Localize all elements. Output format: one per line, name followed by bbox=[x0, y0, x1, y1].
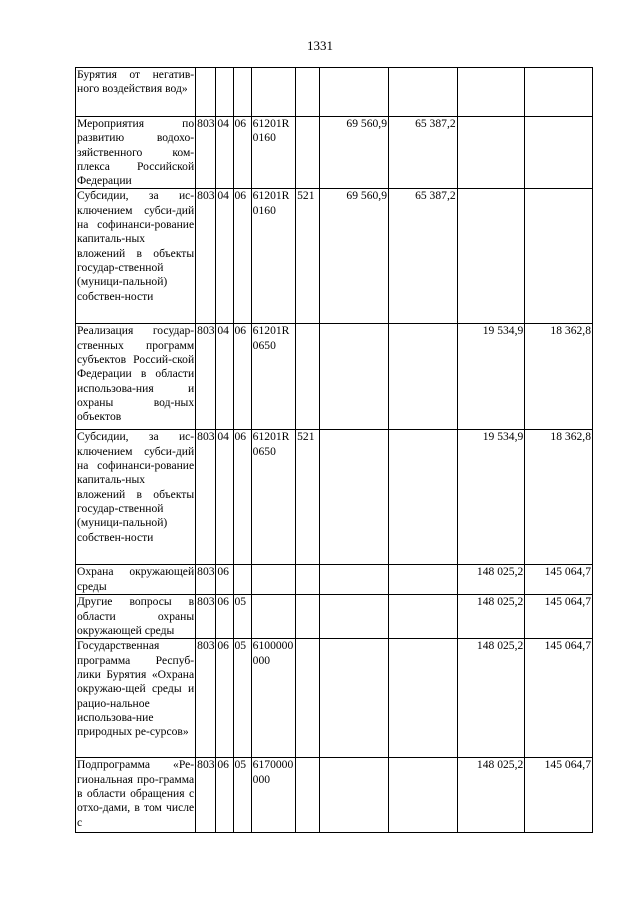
row-expense-type bbox=[296, 595, 320, 639]
row-section: 04 bbox=[216, 117, 233, 189]
row-amount-2 bbox=[388, 324, 457, 430]
row-name: Другие вопросы в области охраны окружающей среды bbox=[77, 595, 195, 638]
row-section: 04 bbox=[216, 430, 233, 565]
row-section: 04 bbox=[216, 189, 233, 324]
row-name: Государственная программа Респуб-лики Бурятия «Охрана окружаю-щей среды и рацио-нальное использова-ние природных ре-сурсов» bbox=[76, 639, 196, 758]
row-amount-1 bbox=[320, 68, 389, 117]
row-amount-1 bbox=[320, 595, 389, 639]
table-row bbox=[76, 758, 593, 833]
row-amount-4: 145 064,7 bbox=[525, 639, 593, 758]
row-amount-2: 65 387,2 bbox=[388, 189, 457, 324]
table-row bbox=[76, 68, 593, 117]
row-amount-2: 65 387,2 bbox=[388, 117, 457, 189]
row-target-article: 61201R0650 bbox=[251, 430, 295, 565]
row-section bbox=[216, 68, 233, 117]
row-subsection: 06 bbox=[233, 430, 251, 565]
row-target-article bbox=[251, 595, 295, 639]
row-amount-1 bbox=[320, 324, 389, 430]
row-name: Субсидии, за ис-ключением субси-дий на софинанси-рование капиталь-ных вложений в объекты государ-ственной (муници-пальной) собствен-ности bbox=[76, 430, 196, 565]
row-subsection: 06 bbox=[233, 324, 251, 430]
row-name: Реализация государ-ственных программ субъектов Россий-ской Федерации в области использова-ния и охраны вод-ных объектов bbox=[76, 324, 196, 430]
row-expense-type bbox=[296, 117, 320, 189]
row-expense-type bbox=[296, 758, 320, 833]
row-section: 06 bbox=[216, 565, 233, 595]
row-ved: 803 bbox=[196, 430, 216, 565]
row-amount-4: 18 362,8 bbox=[525, 430, 593, 565]
row-amount-4: 145 064,7 bbox=[525, 565, 593, 595]
row-amount-3: 19 534,9 bbox=[457, 430, 525, 565]
row-name: Субсидии, за ис-ключением субси-дий на софинанси-рование капиталь-ных вложений в объекты государ-ственной (муници-пальной) собствен-ности bbox=[76, 189, 196, 324]
row-expense-type: 521 bbox=[296, 189, 320, 324]
row-amount-4: 18 362,8 bbox=[525, 324, 593, 430]
row-name: Бурятия от негатив-ного воздействия вод» bbox=[76, 68, 196, 117]
page-number: 1331 bbox=[307, 38, 333, 53]
row-amount-1: 69 560,9 bbox=[320, 117, 389, 189]
table-row bbox=[76, 324, 593, 430]
row-amount-3 bbox=[457, 189, 525, 324]
row-expense-type bbox=[296, 565, 320, 595]
row-target-article: 61201R0160 bbox=[251, 189, 295, 324]
row-ved: 803 bbox=[196, 595, 216, 639]
row-amount-3: 148 025,2 bbox=[457, 758, 525, 833]
row-expense-type bbox=[296, 68, 320, 117]
row-amount-3: 148 025,2 bbox=[457, 565, 525, 595]
row-ved: 803 bbox=[196, 565, 216, 595]
row-amount-1 bbox=[320, 565, 389, 595]
row-expense-type bbox=[296, 639, 320, 758]
table-row bbox=[76, 565, 593, 595]
row-amount-2 bbox=[388, 758, 457, 833]
row-subsection: 06 bbox=[233, 117, 251, 189]
row-name: Охрана окружающей среды bbox=[76, 565, 196, 595]
row-target-article bbox=[251, 68, 295, 117]
row-ved: 803 bbox=[196, 324, 216, 430]
table-row bbox=[76, 639, 593, 758]
row-amount-3: 148 025,2 bbox=[457, 639, 525, 758]
row-subsection bbox=[233, 565, 251, 595]
row-section: 06 bbox=[216, 595, 233, 639]
row-expense-type bbox=[296, 324, 320, 430]
row-section: 06 bbox=[216, 758, 233, 833]
row-name: Мероприятия по развитию водохо-зяйственного ком-плекса Российской Федерации bbox=[77, 117, 195, 188]
budget-table bbox=[75, 67, 593, 833]
row-target-article: 61201R0650 bbox=[251, 324, 295, 430]
row-ved bbox=[196, 68, 216, 117]
row-amount-3 bbox=[457, 68, 525, 117]
row-amount-3: 19 534,9 bbox=[457, 324, 525, 430]
row-expense-type: 521 bbox=[296, 430, 320, 565]
table-row bbox=[76, 117, 593, 189]
table-row bbox=[76, 189, 593, 324]
row-subsection: 05 bbox=[233, 595, 251, 639]
row-amount-2 bbox=[388, 565, 457, 595]
row-amount-2 bbox=[388, 639, 457, 758]
row-subsection: 05 bbox=[233, 639, 251, 758]
row-target-article bbox=[251, 565, 295, 595]
row-subsection: 05 bbox=[233, 758, 251, 833]
table-row bbox=[76, 430, 593, 565]
row-amount-1 bbox=[320, 758, 389, 833]
row-amount-2 bbox=[388, 430, 457, 565]
row-subsection: 06 bbox=[233, 189, 251, 324]
row-amount-1 bbox=[320, 430, 389, 565]
row-amount-4 bbox=[525, 117, 593, 189]
row-amount-1: 69 560,9 bbox=[320, 189, 389, 324]
row-amount-1 bbox=[320, 639, 389, 758]
row-ved: 803 bbox=[196, 639, 216, 758]
row-amount-4 bbox=[525, 68, 593, 117]
row-subsection bbox=[233, 68, 251, 117]
row-amount-4 bbox=[525, 189, 593, 324]
row-amount-2 bbox=[388, 595, 457, 639]
row-section: 06 bbox=[216, 639, 233, 758]
row-name: Подпрограмма «Ре-гиональная про-грамма в области обращения с отхо-дами, в том числе с bbox=[76, 758, 196, 833]
table-row bbox=[76, 595, 593, 639]
row-target-article: 61201R0160 bbox=[251, 117, 295, 189]
row-ved: 803 bbox=[196, 189, 216, 324]
row-ved: 803 bbox=[196, 117, 216, 189]
row-amount-4: 145 064,7 bbox=[525, 758, 593, 833]
row-amount-3: 148 025,2 bbox=[457, 595, 525, 639]
row-target-article: 6100000000 bbox=[251, 639, 295, 758]
row-amount-2 bbox=[388, 68, 457, 117]
row-amount-4: 145 064,7 bbox=[525, 595, 593, 639]
row-target-article: 6170000000 bbox=[251, 758, 295, 833]
row-amount-3 bbox=[457, 117, 525, 189]
table-body bbox=[76, 68, 593, 833]
row-section: 04 bbox=[216, 324, 233, 430]
row-ved: 803 bbox=[196, 758, 216, 833]
